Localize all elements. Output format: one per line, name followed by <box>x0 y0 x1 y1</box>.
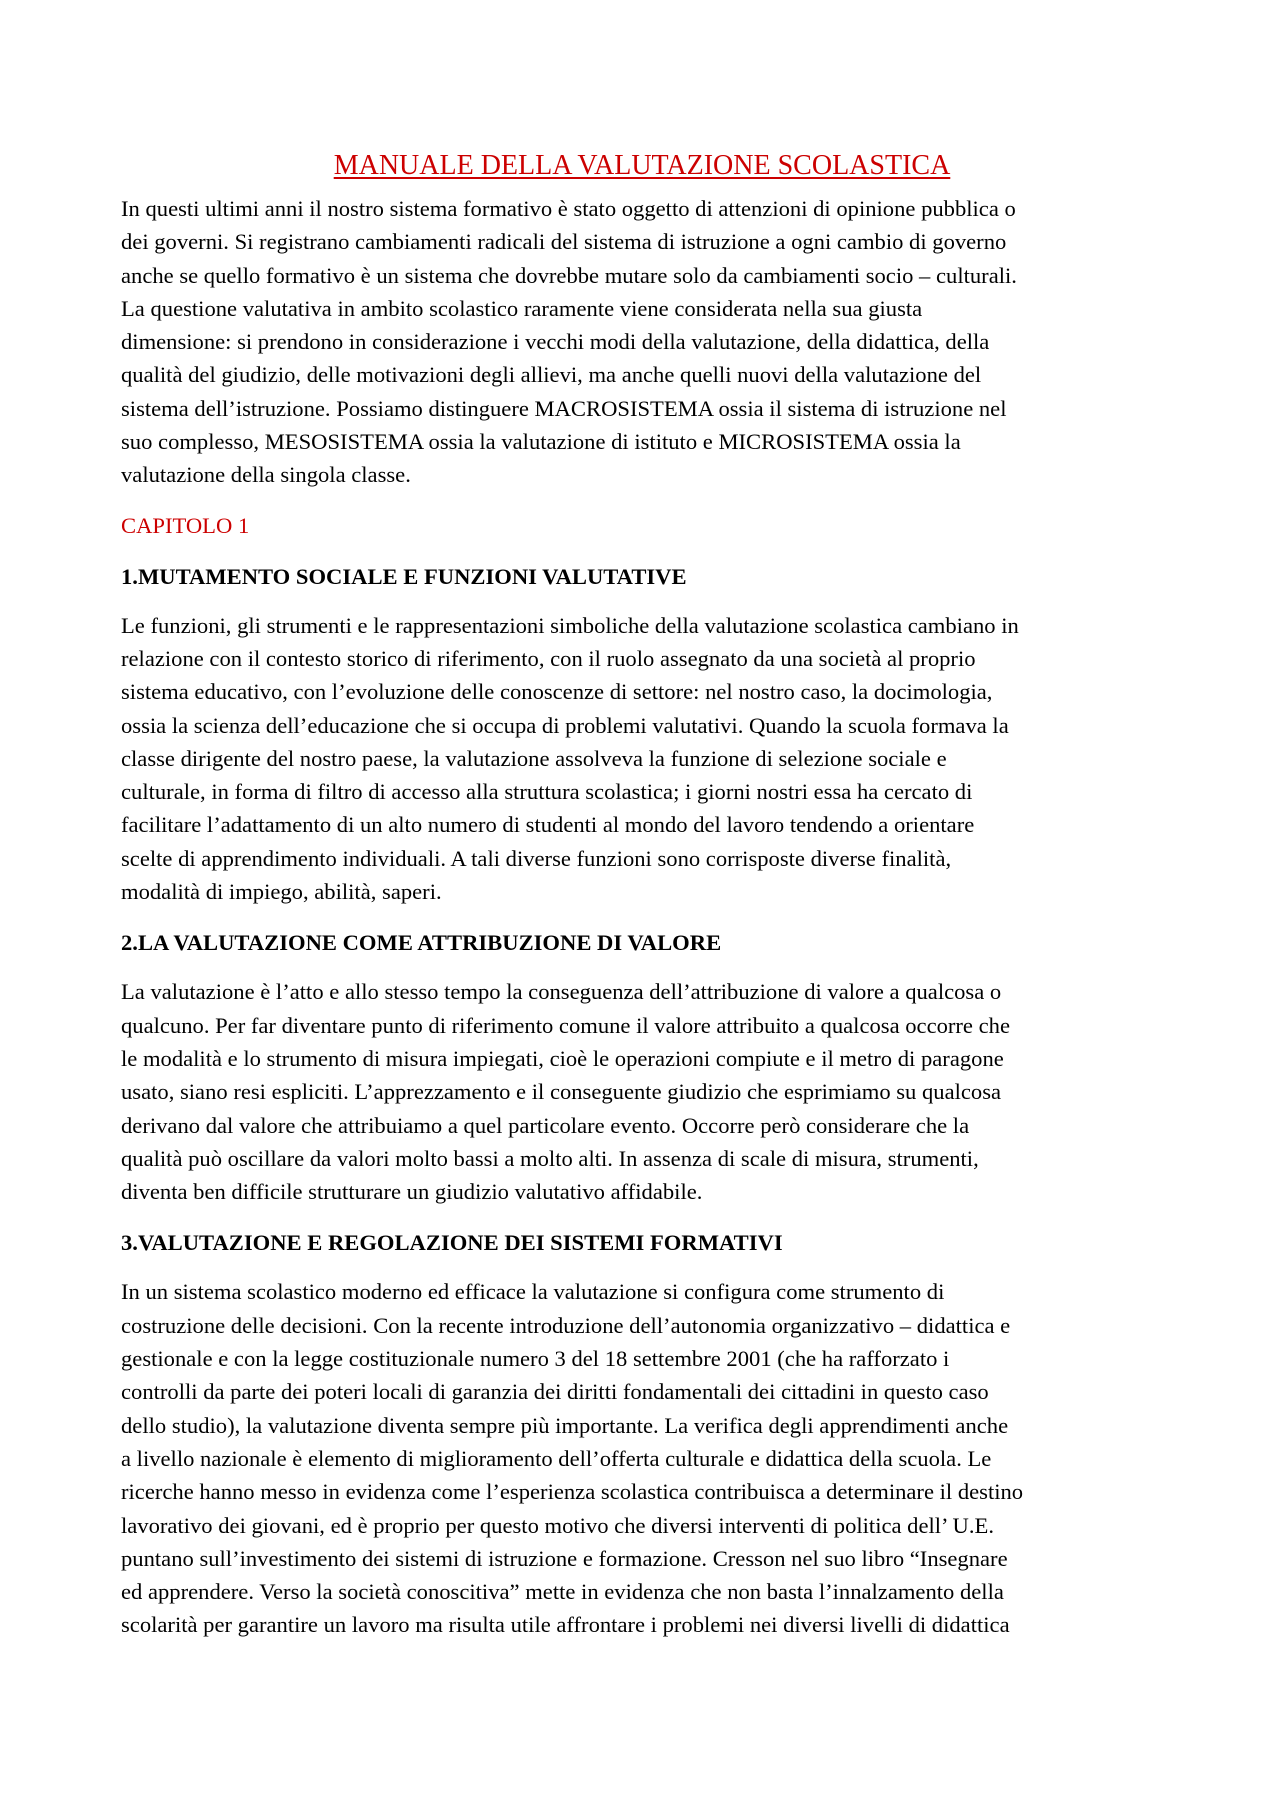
text-line: ed apprendere. Verso la società conoscitiva” mette in evidenza che non basta l’innalzamento della <box>121 1579 1004 1605</box>
text-line: sistema educativo, con l’evoluzione delle conoscenze di settore: nel nostro caso, la docimologia, <box>121 679 993 705</box>
text-line: modalità di impiego, abilità, saperi. <box>121 879 442 905</box>
text-line: diventa ben difficile strutturare un giudizio valutativo affidabile. <box>121 1179 703 1205</box>
text-line: derivano dal valore che attribuiamo a quel particolare evento. Occorre però considerare che la <box>121 1112 970 1138</box>
text-line: dei governi. Si registrano cambiamenti radicali del sistema di istruzione a ogni cambio di governo <box>121 229 1007 255</box>
text-line: le modalità e lo strumento di misura impiegati, cioè le operazioni compiute e il metro di paragone <box>121 1045 1004 1071</box>
text-line: controlli da parte dei poteri locali di garanzia dei diritti fondamentali dei cittadini in questo caso <box>121 1379 989 1405</box>
text-line: facilitare l’adattamento di un alto numero di studenti al mondo del lavoro tendendo a orientare <box>121 812 975 838</box>
text-line: costruzione delle decisioni. Con la recente introduzione dell’autonomia organizzativo – didattica e <box>121 1312 1011 1338</box>
intro-paragraph <box>121 192 1163 492</box>
text-line: dello studio), la valutazione diventa sempre più importante. La verifica degli apprendimenti anche <box>121 1412 1009 1438</box>
text-line: relazione con il contesto storico di riferimento, con il ruolo assegnato da una società al proprio <box>121 645 976 671</box>
text-line: qualità del giudizio, delle motivazioni degli allievi, ma anche quelli nuovi della valutazione del <box>121 362 982 388</box>
text-line: anche se quello formativo è un sistema che dovrebbe mutare solo da cambiamenti socio – culturali. <box>121 262 1017 288</box>
text-line: puntano sull’investimento dei sistemi di istruzione e formazione. Cresson nel suo libro “Insegnare <box>121 1545 1008 1571</box>
document-title: MANUALE DELLA VALUTAZIONE SCOLASTICA <box>333 150 951 181</box>
text-line: In un sistema scolastico moderno ed efficace la valutazione si configura come strumento di <box>121 1279 945 1305</box>
section-paragraph <box>121 609 1163 909</box>
text-line: Le funzioni, gli strumenti e le rappresentazioni simboliche della valutazione scolastica cambiano in <box>121 612 1019 638</box>
section-paragraph <box>121 975 1163 1208</box>
text-line: dimensione: si prendono in considerazione i vecchi modi della valutazione, della didattica, della <box>121 329 990 355</box>
text-line: classe dirigente del nostro paese, la valutazione assolveva la funzione di selezione sociale e <box>121 745 947 771</box>
text-line: In questi ultimi anni il nostro sistema formativo è stato oggetto di attenzioni di opinione pubblica o <box>121 196 1016 221</box>
text-line: ricerche hanno messo in evidenza come l’esperienza scolastica contribuisca a determinare il destino <box>121 1479 1024 1505</box>
text-line: a livello nazionale è elemento di miglioramento dell’offerta culturale e didattica della scuola. Le <box>121 1445 992 1471</box>
text-line: qualità può oscillare da valori molto bassi a molto alti. In assenza di scale di misura, strumenti, <box>121 1145 979 1171</box>
text-line: gestionale e con la legge costituzionale numero 3 del 18 settembre 2001 (che ha rafforzato i <box>121 1346 950 1372</box>
text-line: ossia la scienza dell’educazione che si occupa di problemi valutativi. Quando la scuola formava la <box>121 712 1009 738</box>
section-paragraph <box>121 1275 1163 1641</box>
text-line: sistema dell’istruzione. Possiamo distinguere MACROSISTEMA ossia il sistema di istruzione nel <box>121 395 1007 421</box>
text-line: valutazione della singola classe. <box>121 462 411 488</box>
section-heading: 1.MUTAMENTO SOCIALE E FUNZIONI VALUTATIVE <box>121 563 687 589</box>
text-line: culturale, in forma di filtro di accesso alla struttura scolastica; i giorni nostri essa ha cercato di <box>121 779 973 805</box>
chapter-label: CAPITOLO 1 <box>121 512 250 538</box>
section-heading: 3.VALUTAZIONE E REGOLAZIONE DEI SISTEMI FORMATIVI <box>121 1230 783 1256</box>
text-line: lavorativo dei giovani, ed è proprio per questo motivo che diversi interventi di politica dell’ U.E. <box>121 1512 994 1538</box>
text-line: qualcuno. Per far diventare punto di riferimento comune il valore attribuito a qualcosa occorre che <box>121 1012 1010 1038</box>
document-body <box>121 146 1163 1642</box>
section-heading: 2.LA VALUTAZIONE COME ATTRIBUZIONE DI VALORE <box>121 930 722 956</box>
text-line: usato, siano resi espliciti. L’apprezzamento e il conseguente giudizio che esprimiamo su qualcosa <box>121 1079 1002 1105</box>
text-line: scelte di apprendimento individuali. A tali diverse funzioni sono corrisposte diverse finalità, <box>121 845 952 871</box>
text-line: La questione valutativa in ambito scolastico raramente viene considerata nella sua giusta <box>121 295 923 321</box>
text-line: suo complesso, MESOSISTEMA ossia la valutazione di istituto e MICROSISTEMA ossia la <box>121 429 961 455</box>
text-line: scolarità per garantire un lavoro ma risulta utile affrontare i problemi nei diversi livelli di didattica <box>121 1612 1010 1638</box>
text-line: La valutazione è l’atto e allo stesso tempo la conseguenza dell’attribuzione di valore a qualcosa o <box>121 979 1002 1005</box>
